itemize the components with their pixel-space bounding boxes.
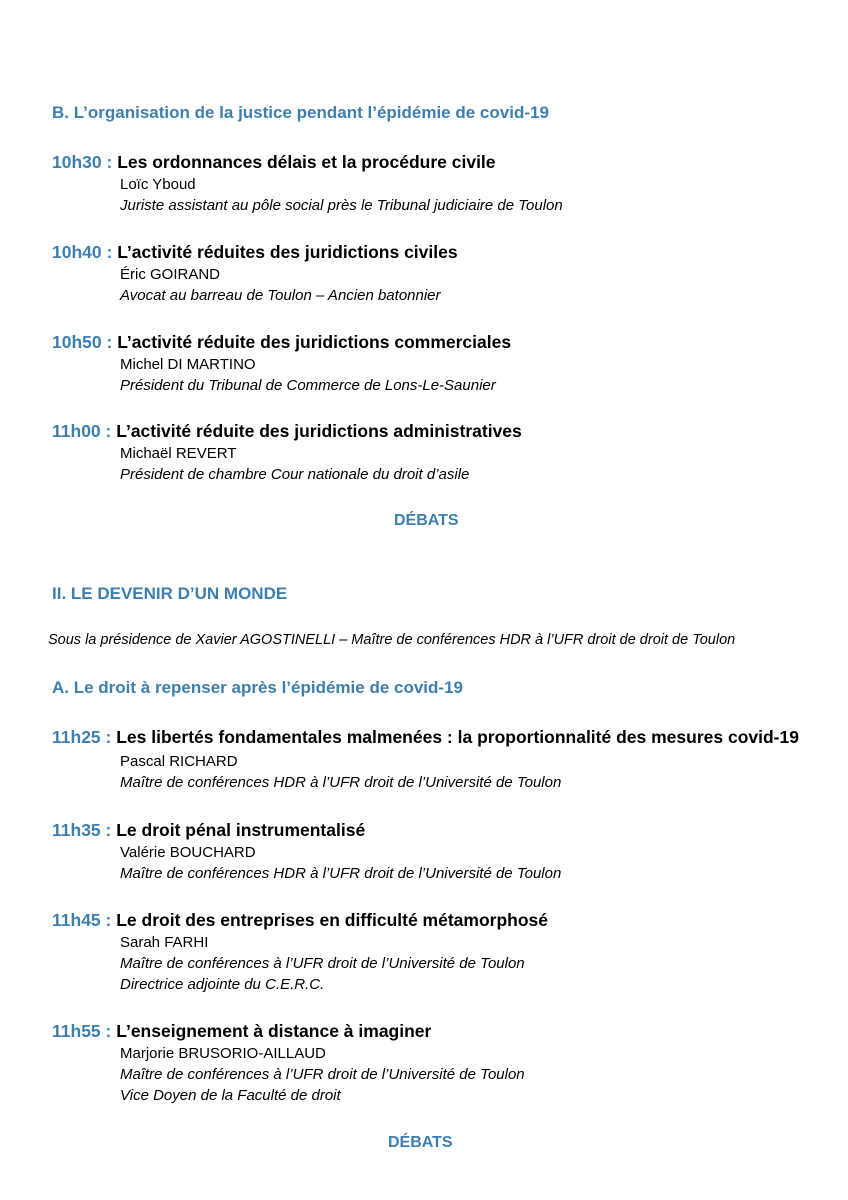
talk-speaker: Michaël REVERT (120, 445, 237, 462)
talk-role: Maître de conférences à l’UFR droit de l’Université de Toulon (120, 1066, 525, 1083)
talk-10h50 (52, 332, 511, 353)
talk-role: Juriste assistant au pôle social près le Tribunal judiciaire de Toulon (120, 197, 563, 214)
talk-role: Maître de conférences HDR à l’UFR droit de l’Université de Toulon (120, 774, 562, 791)
talk-time: 11h00 : (52, 421, 112, 441)
talk-title: L’activité réduite des juridictions commerciales (117, 332, 512, 352)
talk-title: Le droit des entreprises en difficulté métamorphosé (116, 910, 549, 930)
talk-title: L’activité réduite des juridictions administratives (116, 421, 522, 441)
talk-11h00 (52, 421, 522, 442)
talk-11h45 (52, 910, 548, 931)
debats-label: DÉBATS (388, 1134, 453, 1151)
talk-speaker: Loïc Yboud (120, 176, 196, 193)
talk-role: Vice Doyen de la Faculté de droit (120, 1087, 341, 1104)
talk-role: Président du Tribunal de Commerce de Lons-Le-Saunier (120, 377, 496, 394)
part-two-title: II. LE DEVENIR D’UN MONDE (52, 584, 288, 603)
talk-role: Président de chambre Cour nationale du droit d’asile (120, 466, 470, 483)
talk-time: 11h35 : (52, 820, 112, 840)
talk-time: 10h50 : (52, 332, 113, 352)
talk-time: 10h30 : (52, 152, 113, 172)
talk-11h55 (52, 1021, 431, 1042)
talk-10h30 (52, 152, 496, 173)
talk-speaker: Sarah FARHI (120, 934, 209, 951)
talk-11h25 (52, 727, 799, 748)
talk-title: Les libertés fondamentales malmenées : la proportionnalité des mesures covid-19 (116, 727, 799, 747)
talk-speaker: Éric GOIRAND (120, 266, 221, 283)
talk-time: 11h25 : (52, 727, 112, 747)
talk-title: L’activité réduites des juridictions civiles (117, 242, 458, 262)
section-a-title: A. Le droit à repenser après l’épidémie de covid-19 (52, 678, 463, 697)
presidence-line: Sous la présidence de Xavier AGOSTINELLI – Maître de conférences HDR à l’UFR droit de droit de Toulon (48, 632, 736, 648)
talk-title: Le droit pénal instrumentalisé (116, 820, 366, 840)
talk-role: Directrice adjointe du C.E.R.C. (120, 976, 325, 993)
talk-role: Avocat au barreau de Toulon – Ancien batonnier (120, 287, 441, 304)
talk-role: Maître de conférences à l’UFR droit de l’Université de Toulon (120, 955, 525, 972)
section-b-title: B. L’organisation de la justice pendant l’épidémie de covid-19 (52, 103, 549, 122)
talk-title: Les ordonnances délais et la procédure civile (117, 152, 496, 172)
talk-time: 10h40 : (52, 242, 113, 262)
talk-role: Maître de conférences HDR à l’UFR droit de l’Université de Toulon (120, 865, 562, 882)
debats-label: DÉBATS (394, 512, 459, 529)
talk-speaker: Valérie BOUCHARD (120, 844, 256, 861)
talk-10h40 (52, 242, 458, 263)
talk-speaker: Marjorie BRUSORIO-AILLAUD (120, 1045, 326, 1062)
talk-title: L’enseignement à distance à imaginer (116, 1021, 432, 1041)
talk-time: 11h55 : (52, 1021, 112, 1041)
talk-speaker: Pascal RICHARD (120, 753, 238, 770)
talk-speaker: Michel DI MARTINO (120, 356, 256, 373)
talk-11h35 (52, 820, 365, 841)
talk-time: 11h45 : (52, 910, 112, 930)
